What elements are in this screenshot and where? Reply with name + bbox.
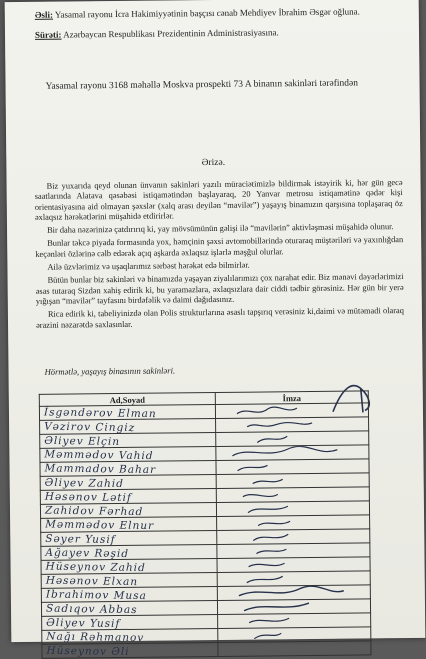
paragraph: Biz yuxarıda qeyd olunan ünvanın sakinləri yazılı müraciətimizlə bildirmək istəyirik ki, hər gün gecə saatlarında Alatava qəsəbəsi istiqamətindən başlayaraq, 20 Yanvar metrosu istiqamətinə qədər kişi orientasiyasına aid olmayan şəxslər (xalq arası deyilən “mavilər”) yaşayış binamızın qarşısına toplaşaraq öz əxlaqsız hərəkətlərini müşahidə etdirirlər.: [34, 178, 403, 222]
closing-line: Hörmətlə, yaşayış binasının sakinləri.: [44, 365, 176, 377]
paragraph: Rica edirik ki, tabeliyinizdə olan Polis strukturlarına əsaslı tapşırıq verəsiniz ki,daimi və mütəmadi olaraq ərazini nəzarətdə saxlasınlar.: [35, 306, 404, 330]
recipient-text: Yasamal rayonu İcra Hakimiyyətinin başçısı cənab Mehdiyev İbrahim Əsgər oğluna.: [54, 6, 360, 20]
name-cell: [42, 642, 218, 658]
table-row: [42, 641, 371, 658]
handwritten-signature: [216, 417, 368, 432]
handwritten-name: Ağayev Rəşid: [45, 546, 130, 560]
handwritten-name: Əliyev Zahid: [44, 476, 124, 490]
copy-text: Azərbaycan Respublikası Prezidentinin Administrasiyasına.: [63, 27, 279, 40]
handwritten-signature: [218, 557, 370, 572]
signature-column-header: İmza: [215, 391, 368, 405]
signature-cell: [218, 641, 371, 657]
handwritten-name: Məmmədov Elnur: [45, 517, 155, 532]
handwritten-signature: [217, 543, 369, 558]
handwritten-signature: [216, 459, 368, 474]
paragraph: Ailə üzvlərimiz və uşaqlarımız sərbəst hərəkət edə bilmirlər.: [47, 260, 250, 272]
handwritten-signature: [216, 403, 368, 418]
paragraph: Bütün bunlar biz sakinləri və binamızda yaşayan ziyalılarımızı çox narahat edir. Biz mənəvi dəyərlərimizi əsas tutaraq Sizdən xahiş edirik ki, bu yaramazlara, əxlaqsızlara dair ciddi tədbir görəsiniz. Hər gün bir yerə yığışan “mavilər” tayfasını birdəfəlik və daimi dağıdasınız.: [35, 272, 404, 306]
paragraph: Bunlar təkcə piyada formasında yox, həmçinin şəxsi avtomobillərində oturaraq müştəriləri və yaxınlığdan keçənləri özlərinə cəlb edərək açıq aşkarda əxlaqsız işlərlə məşğul olurlar.: [35, 235, 404, 259]
sender-line: Yasamal rayonu 3168 məhəllə Moskva prospekti 73 A binanın sakinləri tərəfindən: [45, 78, 359, 92]
handwritten-signature: [217, 529, 369, 544]
handwritten-signature: [218, 613, 370, 628]
handwritten-name: İsgəndərov Elman: [43, 405, 157, 420]
copy-line: [35, 27, 279, 40]
original-label: Əsli:: [34, 9, 54, 20]
document-page: [5, 0, 426, 658]
handwritten-signature: [217, 473, 369, 488]
handwritten-signature: [217, 515, 369, 530]
handwritten-signature: [218, 571, 370, 586]
handwritten-name: Zahidov Fərhad: [44, 504, 144, 518]
handwritten-name: Vəzirov Cingiz: [44, 420, 136, 434]
handwritten-name: Həsənov Elxan: [45, 574, 139, 588]
document-title: Ərizə.: [201, 157, 226, 169]
handwritten-name: Həsənov Lətif: [44, 490, 132, 504]
signature-table: [39, 390, 372, 658]
handwritten-signature: [216, 431, 368, 446]
handwritten-signature: [217, 487, 369, 502]
handwritten-signature: [217, 501, 369, 516]
handwritten-name: Məmmədov Vahid: [44, 447, 154, 462]
handwritten-name: Sadıqov Abbas: [45, 602, 138, 616]
recipient-line: [35, 6, 360, 19]
handwritten-name: Səyer Yusif: [45, 532, 116, 546]
handwritten-signature: [218, 585, 370, 600]
handwritten-name: Ibrahimov Musa: [45, 588, 147, 602]
handwritten-signature: [216, 445, 368, 460]
copy-label: Sürəti:: [34, 29, 62, 40]
petition-body: [35, 178, 405, 334]
handwritten-name: Nağı Rəhmanov: [46, 630, 145, 644]
handwritten-name: Əliyev Yusif: [46, 616, 121, 630]
handwritten-name: Mammadov Bahar: [44, 461, 157, 476]
paragraph: Bir daha nəzərinizə çatdırırıq ki, yay mövsümünün gəlişi ilə “mavilərin” aktivləşməsi müşahidə olunur.: [47, 222, 394, 235]
name-column-header: Ad,Soyad: [39, 393, 215, 407]
handwritten-name: Hüseynov Əli: [46, 644, 130, 658]
handwritten-name: Hüseynov Zahid: [45, 560, 146, 574]
handwritten-signature: [218, 599, 370, 614]
handwritten-name: Əliyev Elçin: [44, 434, 121, 448]
